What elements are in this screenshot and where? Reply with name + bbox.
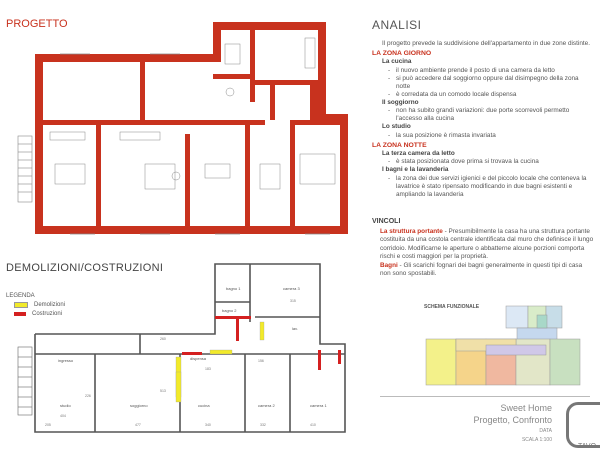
schema-funzionale-diagram (422, 303, 600, 389)
demolizioni-title: DEMOLIZIONI/COSTRUZIONI (6, 262, 164, 274)
legend-label: Costruzioni (32, 311, 63, 317)
dimension-label: 260 (160, 337, 166, 341)
progetto-title: PROGETTO (6, 18, 68, 30)
studio-item: - la sua posizione è rimasta invariata (372, 132, 594, 140)
project-name: Sweet Home (500, 403, 552, 413)
dimension-label: 205 (45, 423, 51, 427)
terza-camera-item: - è stata posizionata dove prima si trovava la cucina (372, 158, 594, 166)
terza-camera-heading: La terza camera da letto (382, 149, 455, 157)
dimension-label: 340 (205, 423, 211, 427)
room-label: lav. (292, 326, 298, 331)
room-label: camera 1 (310, 403, 327, 408)
analisi-title: ANALISI (372, 18, 422, 32)
vincoli-title: VINCOLI (372, 218, 401, 225)
struttura-text: - Presumibilmente la casa ha una struttura portante costituita da una costola centrale identificata dal muro che definisce il lungo corridoio. Modificarne le aperture o abbatterne alcune porzioni comporta rischi e costi maggiori per la proprietà. (380, 228, 594, 261)
analisi-panel (372, 18, 594, 199)
dimension-label: 410 (310, 423, 316, 427)
cucina-item: - si può accedere dal soggiorno oppure dal disimpegno della zona notte (372, 75, 594, 91)
room-label: bagno 1 (226, 286, 241, 291)
tavola-label: TAVO (578, 443, 597, 450)
legend-title: LEGENDA (6, 293, 35, 299)
bagni-label: Bagni (380, 261, 398, 269)
cucina-item: - il nuovo ambiente prende il posto di una camera da letto (372, 67, 594, 75)
progetto-floor-plan (0, 14, 360, 239)
vincoli-struttura (380, 228, 594, 262)
room-label: camera 3 (283, 286, 300, 291)
room-label: dispensa (190, 356, 207, 361)
struttura-label: La struttura portante (380, 228, 443, 235)
dimension-label: 226 (85, 394, 91, 398)
footer-divider (380, 396, 590, 397)
schema-title: SCHEMA FUNZIONALE (424, 304, 480, 310)
zona-giorno-heading: LA ZONA GIORNO (372, 50, 432, 57)
room-label: ingresso (58, 358, 74, 363)
dimension-label: 183 (205, 367, 211, 371)
bagni-heading: I bagni e la lavanderia (382, 166, 449, 173)
data-label: DATA (539, 428, 552, 434)
studio-heading: Lo studio (382, 123, 411, 130)
dimension-label: 477 (135, 423, 141, 427)
demolizioni-floor-plan (0, 262, 360, 437)
dimension-label: 404 (60, 414, 66, 418)
soggiorno-item: - non ha subito grandi variazioni: due porte scorrevoli permetto l'accesso alla cucina (372, 107, 594, 123)
scala-row (473, 437, 552, 443)
dimension-label: 315 (290, 299, 296, 303)
cucina-heading: La cucina (382, 58, 412, 65)
vincoli-panel (372, 218, 594, 278)
cucina-item: - è corredata da un comodo locale dispensa (372, 91, 594, 99)
scala-label: SCALA (521, 437, 539, 443)
zona-notte-heading: LA ZONA NOTTE (372, 141, 427, 149)
dimension-label: 332 (260, 423, 266, 427)
bagni-text: - Gli scarichi fognari dei bagni generalmente in questi tipi di casa non sono spostabili. (380, 261, 583, 278)
room-label: soggiorno (130, 403, 148, 408)
vincoli-bagni (380, 262, 594, 279)
dimension-label: 156 (258, 359, 264, 363)
legend-label: Demolizioni (34, 302, 66, 308)
dimension-label: 513 (160, 389, 166, 393)
room-label: cucina (198, 403, 210, 408)
room-label: bagno 2 (222, 308, 237, 313)
staircase (18, 136, 32, 202)
sheet-subtitle: Progetto, Confronto (473, 415, 552, 425)
title-block (473, 403, 552, 443)
scala-value: 1:100 (539, 437, 552, 443)
sheet-number-mark (566, 402, 600, 448)
room-label: studio (60, 403, 71, 408)
bagni-item: - la zona dei due servizi igienici e del piccolo locale che conteneva la lavatrice è stato ripensato modificando in due bagni esistenti e ampliando la lavanderia (372, 175, 594, 199)
room-label: camera 2 (258, 403, 275, 408)
analisi-intro: Il progetto prevede la suddivisione dell'appartamento in due zone distinte. (382, 40, 590, 47)
soggiorno-heading: Il soggiorno (382, 98, 419, 106)
